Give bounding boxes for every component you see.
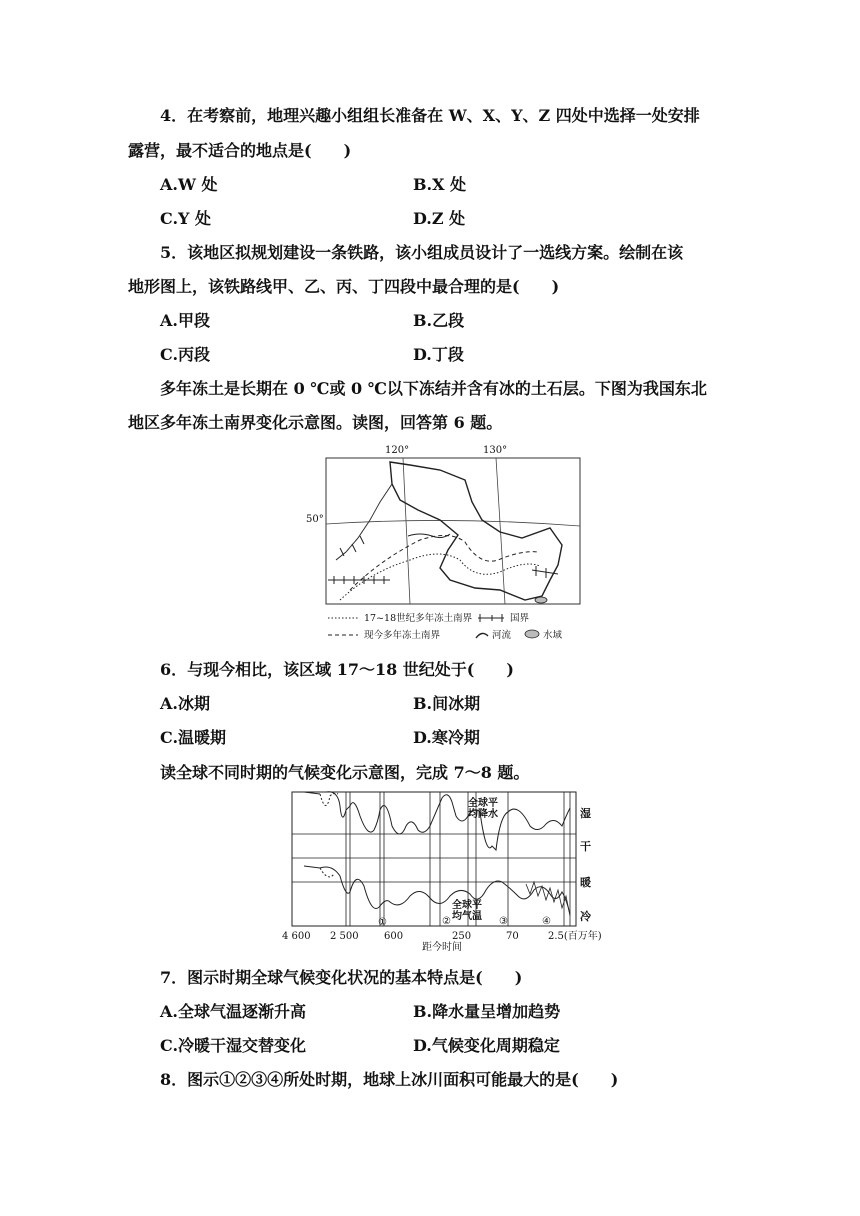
old-permafrost-boundary [340,554,540,600]
q5-option-c: C.丙段 [160,345,211,364]
precip-label-2: 均降水 [468,809,498,820]
q4-option-a: A.W 处 [160,175,218,194]
temperature-dashed [320,868,334,877]
legend-old-boundary: 17~18世纪多年冻土南界 [364,613,473,624]
climate-change-svg [280,786,610,952]
temp-label-1: 全球平 [452,900,482,911]
intro7-line1: 读全球不同时期的气候变化示意图，完成 7～8 题。 [160,763,530,782]
chart-frame [292,792,576,926]
label-wet: 湿 [580,807,591,820]
q7-stem: 7．图示时期全球气候变化状况的基本特点是( ) [160,968,523,987]
period-2: ② [442,916,451,927]
x-tick-2500: 2 500 [330,931,359,942]
temperature-jagged [526,882,570,916]
temperature-curve [304,866,570,914]
lat-50-label: 50° [306,514,324,525]
legend-river: 河流 [492,630,512,641]
legend-current-boundary: 现今多年冻土南界 [364,630,441,641]
river-line [408,534,450,538]
intro6-line1: 多年冻土是长期在 0 ℃或 0 ℃以下冻结并含有冰的土石层。下图为我国东北 [160,379,707,398]
permafrost-map-figure [300,440,590,645]
q4-stem-line1: 4．在考察前，地理兴趣小组组长准备在 W、X、Y、Z 四处中选择一处安排 [160,106,700,125]
legend-water: 水域 [543,630,563,641]
permafrost-map-svg [300,440,590,645]
intro6-line2: 地区多年冻土南界变化示意图。读图，回答第 6 题。 [128,413,503,432]
legend-water-swatch [525,630,539,638]
q7-option-d: D.气候变化周期稳定 [413,1036,560,1055]
period-4: ④ [542,916,551,927]
meridian-120 [403,458,410,604]
lon-120-label: 120° [385,445,410,456]
temp-label-2: 均气温 [452,911,482,922]
legend-border: 国界 [510,613,530,624]
q5-option-a: A.甲段 [160,311,210,330]
precipitation-curve [304,792,570,850]
q7-option-a: A.全球气温逐渐升高 [160,1002,306,1021]
q4-stem-line2: 露营，最不适合的地点是( ) [128,141,352,160]
q8-stem: 8．图示①②③④所处时期，地球上冰川面积可能最大的是( ) [160,1070,619,1089]
water-body [535,597,547,603]
x-tick-70: 70 [506,931,519,942]
label-warm: 暖 [580,876,591,889]
lat-50-line [326,520,580,526]
x-tick-600: 600 [384,931,404,942]
precip-label-1: 全球平 [468,798,498,809]
period-1: ① [378,917,387,928]
q5-option-b: B.乙段 [413,311,465,330]
q6-stem: 6．与现今相比，该区域 17～18 世纪处于( ) [160,660,514,679]
current-permafrost-boundary [350,535,538,590]
legend-river-swatch [476,633,488,638]
x-tick-4600: 4 600 [282,931,311,942]
border-segment-west [346,484,392,552]
x-tick-2-5: 2.5(百万年) [548,931,602,942]
border-ticks [328,536,390,584]
q7-option-c: C.冷暖干湿交替变化 [160,1036,307,1055]
climate-change-figure [280,786,610,952]
q4-option-d: D.Z 处 [413,209,466,228]
label-cold: 冷 [580,910,591,923]
q7-option-b: B.降水量呈增加趋势 [413,1002,561,1021]
q6-option-a: A.冰期 [160,694,210,713]
lon-130-label: 130° [483,445,508,456]
period-3: ③ [499,916,508,927]
q5-option-d: D.丁段 [413,345,464,364]
q4-option-c: C.Y 处 [160,209,212,228]
x-tick-250: 250 [452,931,472,942]
label-dry: 干 [580,840,591,853]
q5-stem-line1: 5．该地区拟规划建设一条铁路，该小组成员设计了一选线方案。绘制在该 [160,243,684,262]
china-northeast-outline [390,462,562,600]
q4-option-b: B.X 处 [413,175,467,194]
q6-option-d: D.寒冷期 [413,728,480,747]
q6-option-b: B.间冰期 [413,694,481,713]
x-axis-title: 距今时间 [422,942,462,952]
q5-stem-line2: 地形图上，该铁路线甲、乙、丙、丁四段中最合理的是( ) [128,277,560,296]
precipitation-dashed [320,793,338,805]
q6-option-c: C.温暖期 [160,728,227,747]
legend-border-swatch [478,614,504,622]
